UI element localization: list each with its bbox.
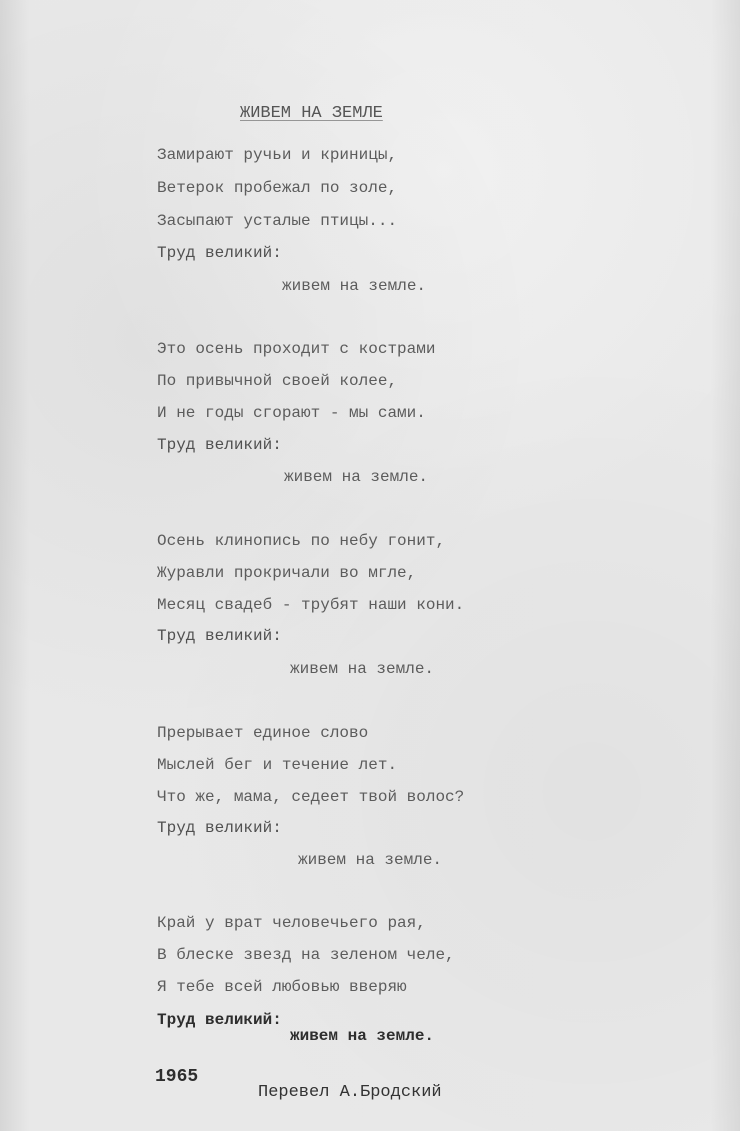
stanza-2-line-1: Это осень проходит с кострами [157, 340, 436, 358]
stanza-1-line-2: Ветерок пробежал по золе, [157, 179, 398, 197]
stanza-1-line-4: Труд великий: [157, 244, 282, 262]
stanza-5-line-2: В блеске звезд на зеленом челе, [157, 946, 455, 964]
stanza-4-line-1: Прерывает единое слово [157, 724, 369, 742]
stanza-1-refrain: живем на земле. [282, 277, 427, 295]
stanza-2-refrain: живем на земле. [284, 468, 429, 486]
stanza-3-line-1: Осень клинопись по небу гонит, [157, 532, 446, 550]
poem-title: ЖИВЕМ НА ЗЕМЛЕ [240, 104, 383, 123]
stanza-5-line-1: Край у врат человечьего рая, [157, 914, 426, 932]
stanza-2-line-4: Труд великий: [157, 436, 282, 454]
stanza-3-line-3: Месяц свадеб - трубят наши кони. [157, 596, 465, 614]
stanza-4-refrain: живем на земле. [298, 851, 443, 869]
stanza-1-line-3: Засыпают усталые птицы... [157, 212, 398, 230]
stanza-2-line-2: По привычной своей колее, [157, 372, 398, 390]
stanza-4-line-4: Труд великий: [157, 819, 282, 837]
year-date: 1965 [155, 1067, 199, 1087]
stanza-3-line-2: Журавли прокричали во мгле, [157, 564, 417, 582]
stanza-3-refrain: живем на земле. [290, 660, 435, 678]
stanza-1-line-1: Замирают ручьи и криницы, [157, 146, 398, 164]
stanza-4-line-2: Мыслей бег и течение лет. [157, 756, 398, 774]
translator-credit: Перевел А.Бродский [258, 1083, 442, 1102]
stanza-5-refrain: живем на земле. [290, 1027, 435, 1045]
stanza-3-line-4: Труд великий: [157, 627, 282, 645]
stanza-5-line-4: Труд великий: [157, 1011, 282, 1029]
stanza-4-line-3: Что же, мама, седеет твой волос? [157, 788, 465, 806]
stanza-5-line-3: Я тебе всей любовью вверяю [157, 978, 407, 996]
stanza-2-line-3: И не годы сгорают - мы сами. [157, 404, 426, 422]
